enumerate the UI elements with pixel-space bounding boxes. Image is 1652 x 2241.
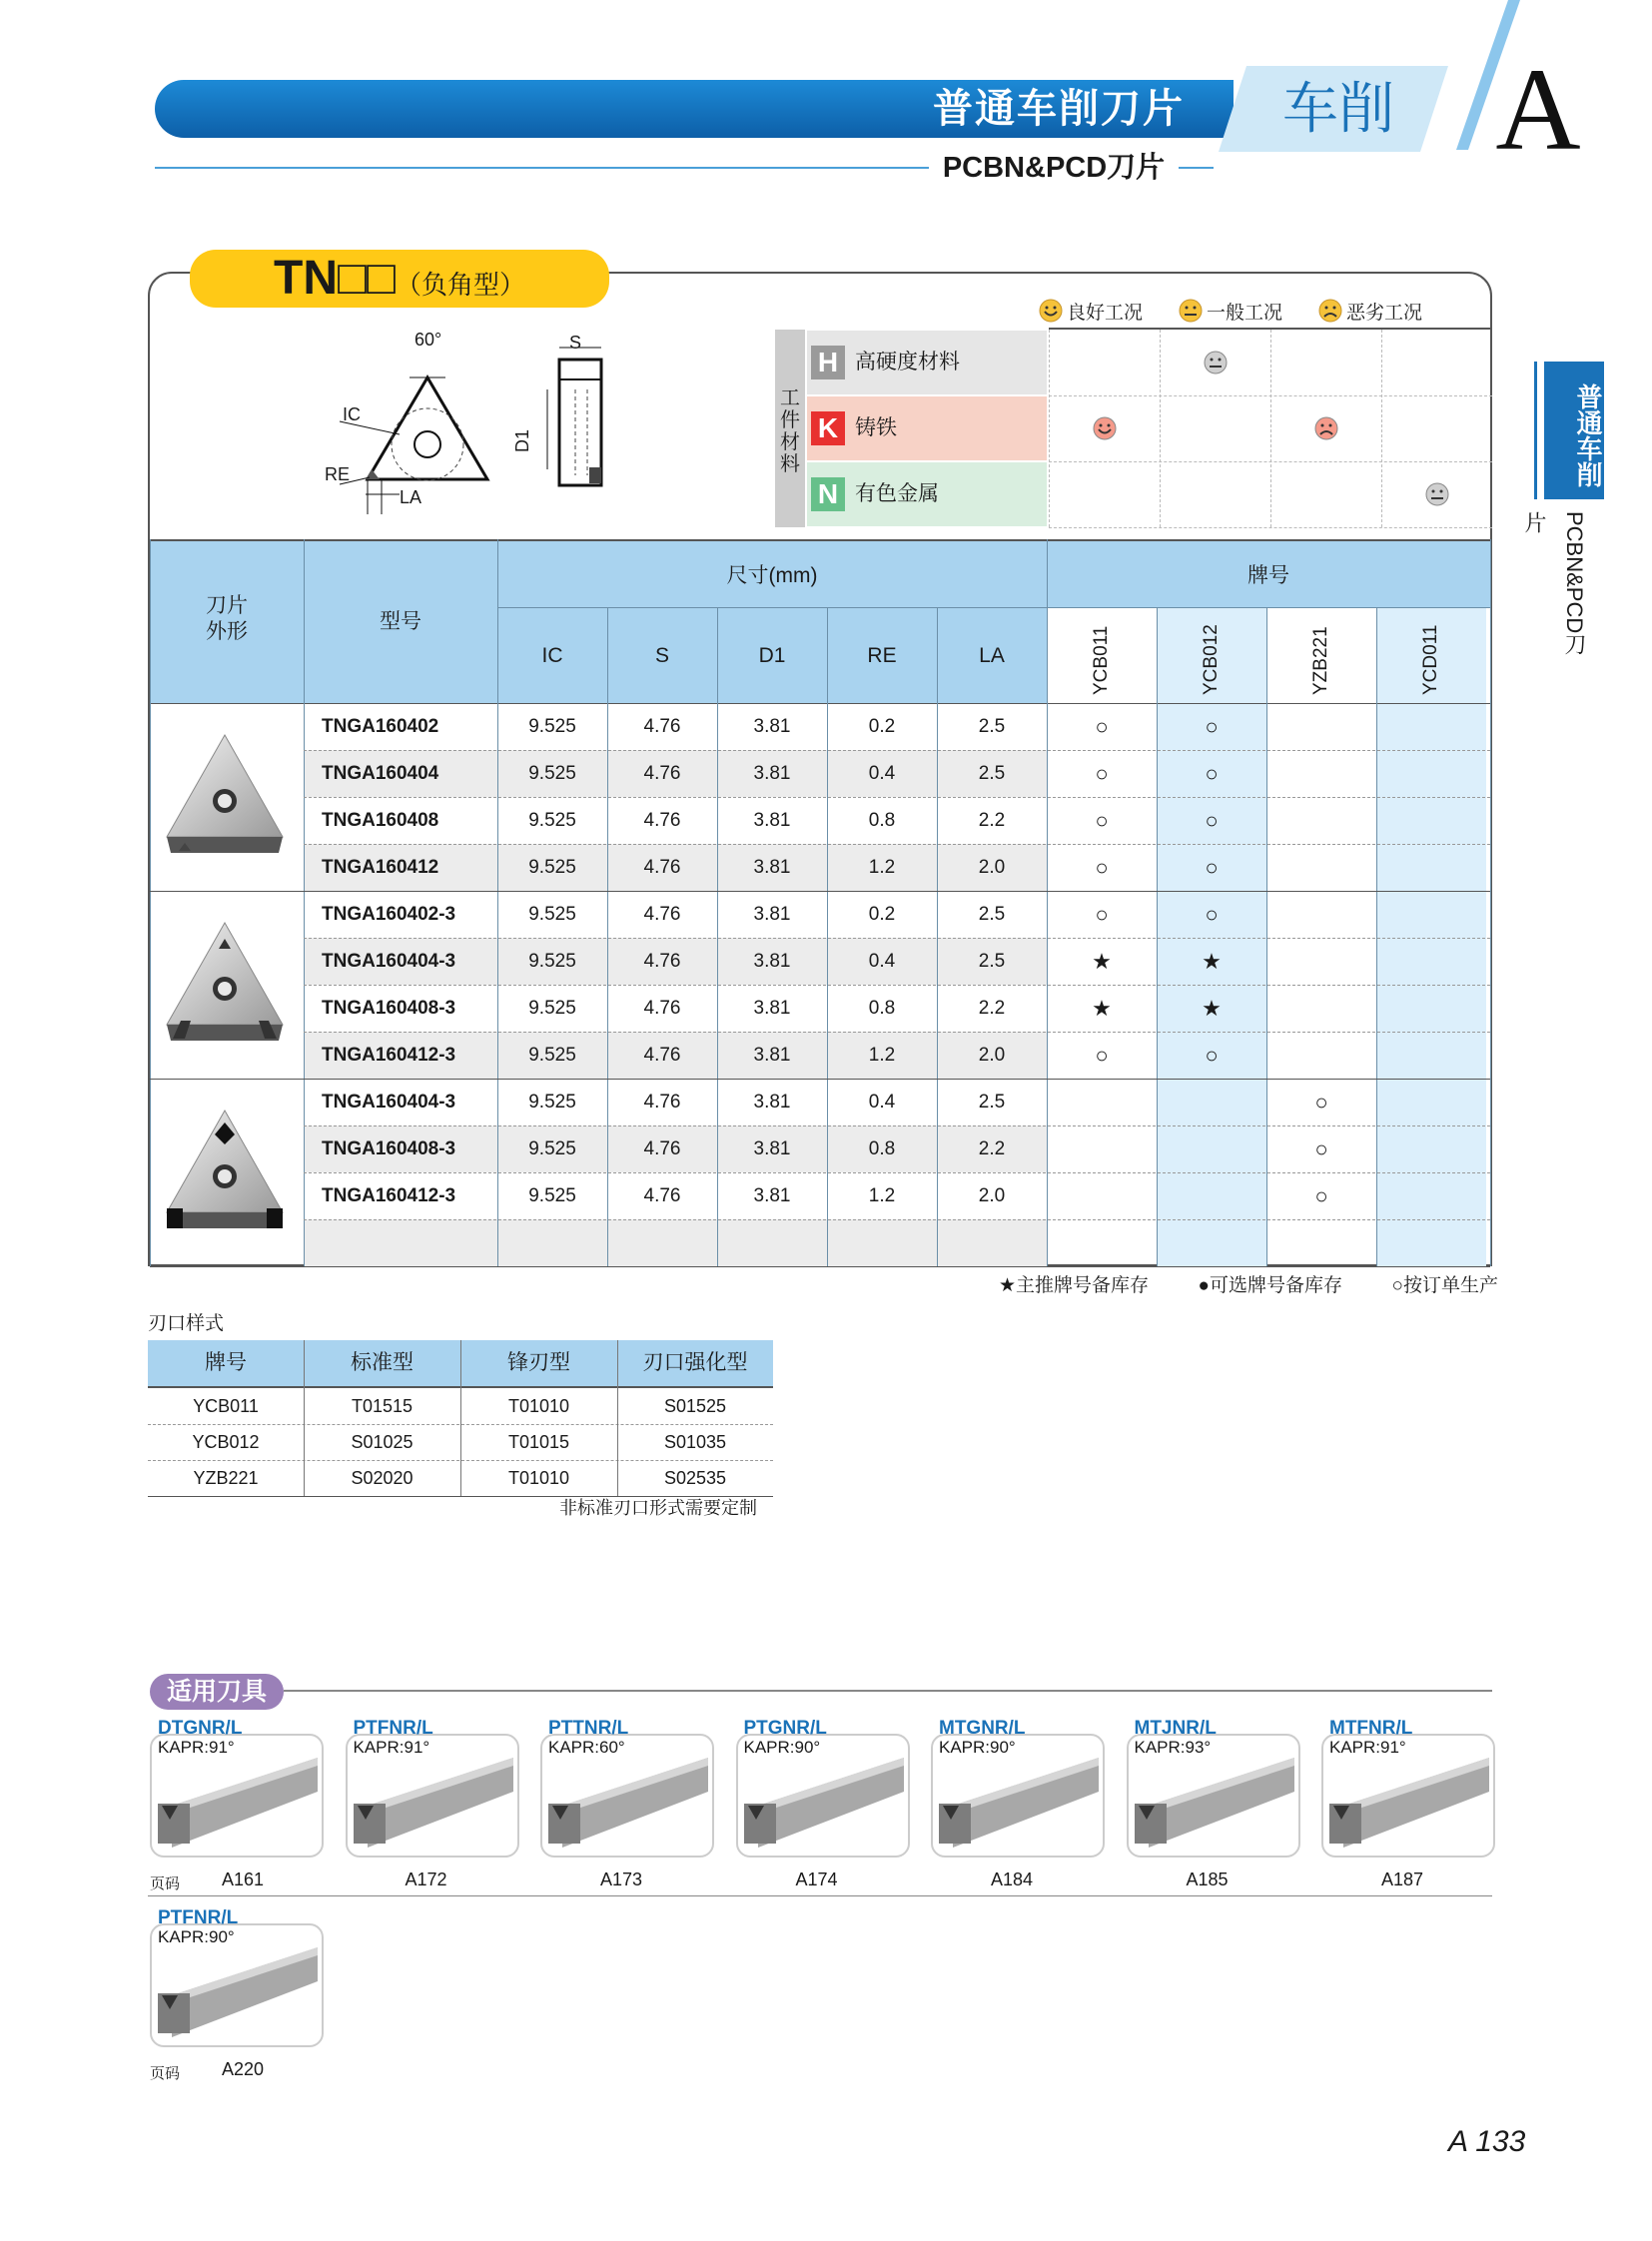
header-dim-la: LA bbox=[979, 644, 1005, 667]
material-label: 工件材料 bbox=[775, 330, 805, 527]
insert-side-diagram bbox=[509, 330, 609, 489]
model-cell: TNGA160402-3 bbox=[322, 904, 456, 925]
grade-availability-cell: ○ bbox=[1205, 761, 1219, 786]
header-grade-ycd011: YCD011 bbox=[1420, 624, 1441, 695]
header-grade: 牌号 bbox=[1247, 564, 1289, 587]
good-face-icon bbox=[1039, 299, 1063, 323]
dim-cell-re: 0.2 bbox=[868, 904, 896, 925]
material-row-divider bbox=[1049, 527, 1492, 529]
dim-cell-s: 4.76 bbox=[643, 716, 681, 737]
dim-cell-la: 2.0 bbox=[978, 1045, 1006, 1066]
grade-availability-cell bbox=[1266, 1032, 1376, 1079]
dim-cell-la: 2.5 bbox=[978, 716, 1006, 737]
model-cell: TNGA160408 bbox=[322, 810, 439, 831]
grade-availability-cell: ○ bbox=[1205, 714, 1219, 739]
grade-availability-cell bbox=[1376, 1079, 1486, 1125]
table-col-divider bbox=[304, 539, 305, 1266]
side-tab-subtitle: PCBN&PCD刀片 bbox=[1522, 511, 1587, 656]
grade-availability-cell bbox=[1376, 938, 1486, 985]
grade-availability-cell bbox=[1157, 1079, 1266, 1125]
edge-cell: T01515 bbox=[351, 1396, 413, 1416]
edge-cell: S01525 bbox=[663, 1396, 727, 1416]
dim-cell-ic: 9.525 bbox=[528, 763, 576, 784]
grade-availability-cell bbox=[1266, 938, 1376, 985]
edge-cell: T01015 bbox=[507, 1432, 570, 1452]
table-col-divider bbox=[1490, 539, 1491, 1266]
grade-availability-cell bbox=[1376, 844, 1486, 891]
header-dim-d1: D1 bbox=[758, 644, 786, 667]
diagram-re-label: RE bbox=[325, 464, 351, 484]
dim-cell-re: 0.8 bbox=[868, 810, 896, 831]
grade-availability-cell bbox=[1047, 1079, 1157, 1125]
header-dim-s: S bbox=[654, 644, 669, 667]
grade-availability-cell: ○ bbox=[1095, 1043, 1109, 1068]
dim-cell-la: 2.5 bbox=[978, 763, 1006, 784]
header-divider bbox=[497, 607, 1490, 608]
edge-table-label: 刃口样式 bbox=[148, 1313, 225, 1334]
header-dim-re: RE bbox=[867, 644, 897, 667]
dim-cell-re: 0.4 bbox=[868, 763, 896, 784]
tools-section-tag: 适用刀具 bbox=[150, 1674, 284, 1710]
tool-code[interactable]: MTFNR/L bbox=[1329, 1718, 1413, 1739]
dim-cell-d1: 3.81 bbox=[753, 1185, 791, 1206]
tool-kapr: KAPR:90° bbox=[743, 1738, 821, 1757]
side-tab[interactable]: 普通车削 bbox=[1544, 362, 1604, 499]
header-dim-ic: IC bbox=[541, 644, 563, 667]
grade-availability-cell bbox=[1376, 1172, 1486, 1219]
header-grade-ycb012: YCB012 bbox=[1201, 624, 1222, 695]
grade-availability-cell: ★ bbox=[1092, 996, 1112, 1021]
dim-cell-re: 0.2 bbox=[868, 716, 896, 737]
edge-col-divider bbox=[617, 1340, 618, 1496]
model-cell: TNGA160404-3 bbox=[322, 951, 456, 972]
dim-cell-d1: 3.81 bbox=[753, 1045, 791, 1066]
dim-cell-d1: 3.81 bbox=[753, 951, 791, 972]
edge-table-note: 非标准刃口形式需要定制 bbox=[559, 1498, 757, 1518]
dim-cell-la: 2.5 bbox=[978, 951, 1006, 972]
grade-availability-cell bbox=[1376, 703, 1486, 750]
normal-face-icon bbox=[1179, 299, 1203, 323]
material-row-k bbox=[807, 396, 1047, 460]
edge-header-cell: 刃口强化型 bbox=[642, 1351, 748, 1374]
dim-cell-d1: 3.81 bbox=[753, 1092, 791, 1113]
bad-face-icon bbox=[1314, 416, 1338, 440]
page-label: 页码 bbox=[150, 1875, 181, 1892]
tool-code[interactable]: MTJNR/L bbox=[1134, 1718, 1217, 1739]
header-model: 型号 bbox=[380, 610, 421, 633]
dim-cell-s: 4.76 bbox=[643, 1092, 681, 1113]
tool-page-ref[interactable]: A173 bbox=[600, 1869, 643, 1889]
material-col-divider bbox=[1049, 330, 1051, 527]
dim-cell-la: 2.2 bbox=[978, 1138, 1006, 1159]
header-dimensions: 尺寸(mm) bbox=[726, 564, 818, 587]
model-cell: TNGA160412-3 bbox=[322, 1185, 456, 1206]
dim-cell-re: 1.2 bbox=[868, 1185, 896, 1206]
grade-availability-cell bbox=[1266, 750, 1376, 797]
grade-availability-cell: ○ bbox=[1205, 902, 1219, 927]
dim-cell-la: 2.0 bbox=[978, 1185, 1006, 1206]
material-name: 高硬度材料 bbox=[855, 351, 960, 374]
tool-page-ref[interactable]: A161 bbox=[222, 1869, 265, 1889]
note-dot: ●可选牌号备库存 bbox=[1198, 1275, 1343, 1296]
insert-shape-image bbox=[165, 1105, 289, 1240]
grade-availability-cell bbox=[1376, 750, 1486, 797]
edge-row-divider bbox=[148, 1496, 773, 1497]
dim-cell-s: 4.76 bbox=[643, 810, 681, 831]
dim-cell-d1: 3.81 bbox=[753, 904, 791, 925]
page-label: 页码 bbox=[150, 2065, 181, 2082]
edge-cell: T01010 bbox=[507, 1468, 570, 1488]
grade-availability-cell bbox=[1266, 797, 1376, 844]
dim-cell-d1: 3.81 bbox=[753, 1138, 791, 1159]
tool-kapr: KAPR:60° bbox=[548, 1738, 625, 1757]
grade-availability-cell bbox=[1266, 703, 1376, 750]
material-code-badge: N bbox=[811, 477, 845, 511]
dim-cell-d1: 3.81 bbox=[753, 763, 791, 784]
side-tab-edge bbox=[1534, 362, 1537, 499]
dim-cell-ic: 9.525 bbox=[528, 904, 576, 925]
tool-page-ref[interactable]: A187 bbox=[1381, 1869, 1424, 1889]
model-cell: TNGA160412 bbox=[322, 857, 439, 878]
dim-cell-ic: 9.525 bbox=[528, 716, 576, 737]
grade-availability-cell bbox=[1047, 1172, 1157, 1219]
grade-availability-cell bbox=[1047, 1125, 1157, 1172]
model-cell: TNGA160404 bbox=[322, 763, 439, 784]
model-cell: TNGA160408-3 bbox=[322, 998, 456, 1019]
table-row-shade bbox=[304, 1219, 1047, 1266]
tool-code[interactable]: PTGNR/L bbox=[743, 1718, 827, 1739]
dim-cell-la: 2.5 bbox=[978, 1092, 1006, 1113]
edge-cell: S01035 bbox=[663, 1432, 727, 1452]
insert-shape-image bbox=[165, 729, 289, 865]
grade-availability-cell: ○ bbox=[1095, 808, 1109, 833]
grade-availability-cell: ○ bbox=[1095, 902, 1109, 927]
material-name: 铸铁 bbox=[855, 416, 897, 439]
page-subtitle: PCBN&PCD刀片 bbox=[929, 150, 1179, 186]
grade-availability-cell: ★ bbox=[1202, 949, 1222, 974]
edge-cell: YZB221 bbox=[193, 1468, 259, 1488]
edge-cell: YCB011 bbox=[193, 1396, 259, 1416]
diagram-d1-label: D1 bbox=[512, 429, 532, 453]
dim-cell-d1: 3.81 bbox=[753, 716, 791, 737]
tool-kapr: KAPR:90° bbox=[939, 1738, 1016, 1757]
legend-good: 良好工况 bbox=[1039, 298, 1143, 325]
model-cell: TNGA160404-3 bbox=[322, 1092, 456, 1113]
edge-cell: YCB012 bbox=[192, 1432, 260, 1452]
dim-cell-s: 4.76 bbox=[643, 1045, 681, 1066]
page-title: 普通车削刀片 bbox=[933, 87, 1185, 131]
grade-availability-cell bbox=[1266, 844, 1376, 891]
dim-cell-la: 2.0 bbox=[978, 857, 1006, 878]
header-grade-ycb011: YCB011 bbox=[1091, 625, 1112, 695]
tool-page-ref[interactable]: A184 bbox=[991, 1869, 1034, 1889]
legend-bad: 恶劣工况 bbox=[1318, 298, 1422, 325]
dim-cell-ic: 9.525 bbox=[528, 857, 576, 878]
material-col-divider bbox=[1381, 330, 1383, 527]
dim-cell-re: 0.8 bbox=[868, 998, 896, 1019]
note-circle: ○按订单生产 bbox=[1391, 1275, 1498, 1296]
dim-cell-la: 2.5 bbox=[978, 904, 1006, 925]
grade-availability-cell: ○ bbox=[1095, 761, 1109, 786]
grade-availability-cell: ○ bbox=[1095, 855, 1109, 880]
category-label: 车削 bbox=[1282, 77, 1394, 140]
edge-col-divider bbox=[460, 1340, 461, 1496]
dim-cell-s: 4.76 bbox=[643, 857, 681, 878]
diagram-angle-label: 60° bbox=[414, 330, 442, 350]
grade-availability-cell bbox=[1376, 1032, 1486, 1079]
model-cell: TNGA160402 bbox=[322, 716, 439, 737]
edge-cell: S01025 bbox=[351, 1432, 413, 1452]
tool-kapr: KAPR:91° bbox=[353, 1738, 430, 1757]
stock-notes bbox=[999, 1270, 1498, 1298]
grade-availability-cell: ○ bbox=[1314, 1090, 1328, 1115]
tool-kapr: KAPR:90° bbox=[158, 1927, 235, 1946]
dim-cell-ic: 9.525 bbox=[528, 951, 576, 972]
tools-rule bbox=[284, 1690, 1492, 1692]
grade-availability-cell bbox=[1266, 891, 1376, 938]
dim-cell-s: 4.76 bbox=[643, 1185, 681, 1206]
legend-normal: 一般工况 bbox=[1179, 298, 1282, 325]
insert-shape-image bbox=[165, 917, 289, 1053]
dim-cell-ic: 9.525 bbox=[528, 810, 576, 831]
grade-availability-cell: ○ bbox=[1205, 808, 1219, 833]
grade-availability-cell: ○ bbox=[1205, 855, 1219, 880]
grade-availability-cell: ○ bbox=[1314, 1136, 1328, 1161]
material-col-divider bbox=[1160, 330, 1162, 527]
table-row-divider bbox=[150, 1266, 1490, 1267]
section-letter: A bbox=[1495, 44, 1581, 175]
tool-kapr: KAPR:91° bbox=[1329, 1738, 1406, 1757]
tool-code[interactable]: MTGNR/L bbox=[939, 1718, 1026, 1739]
edge-col-divider bbox=[304, 1340, 305, 1496]
table-row-divider bbox=[304, 1219, 1490, 1221]
grade-availability-cell: ○ bbox=[1205, 1043, 1219, 1068]
model-cell: TNGA160412-3 bbox=[322, 1045, 456, 1066]
material-code-badge: H bbox=[811, 346, 845, 379]
model-cell: TNGA160408-3 bbox=[322, 1138, 456, 1159]
section-subtitle: （负角型） bbox=[395, 270, 525, 300]
edge-cell: T01010 bbox=[507, 1396, 570, 1416]
dim-cell-ic: 9.525 bbox=[528, 1045, 576, 1066]
grade-availability-cell bbox=[1376, 985, 1486, 1032]
material-col-divider bbox=[1270, 330, 1272, 527]
dim-cell-s: 4.76 bbox=[643, 763, 681, 784]
dim-cell-la: 2.2 bbox=[978, 810, 1006, 831]
edge-cell: S02535 bbox=[663, 1468, 727, 1488]
grade-availability-cell bbox=[1157, 1172, 1266, 1219]
grade-availability-cell bbox=[1266, 985, 1376, 1032]
grade-availability-cell bbox=[1157, 1125, 1266, 1172]
header-shape: 刀片外形 bbox=[206, 594, 248, 643]
dim-cell-d1: 3.81 bbox=[753, 810, 791, 831]
dim-cell-d1: 3.81 bbox=[753, 857, 791, 878]
tool-page-ref[interactable]: A172 bbox=[405, 1869, 447, 1889]
tool-code[interactable]: PTFNR/L bbox=[353, 1718, 433, 1739]
page-number: A 133 bbox=[1448, 2125, 1526, 2158]
grade-availability-cell bbox=[1376, 797, 1486, 844]
edge-header-cell: 牌号 bbox=[205, 1351, 247, 1374]
dim-cell-s: 4.76 bbox=[643, 998, 681, 1019]
dim-cell-s: 4.76 bbox=[643, 904, 681, 925]
diagram-s-label: S bbox=[569, 333, 582, 353]
material-name: 有色金属 bbox=[855, 482, 939, 505]
note-star: ★主推牌号备库存 bbox=[999, 1275, 1150, 1296]
tools-separator bbox=[148, 1895, 1492, 1896]
edge-header-cell: 锋刃型 bbox=[507, 1351, 570, 1374]
table-col-divider bbox=[150, 539, 151, 1266]
dim-cell-ic: 9.525 bbox=[528, 1185, 576, 1206]
dim-cell-ic: 9.525 bbox=[528, 998, 576, 1019]
dim-cell-ic: 9.525 bbox=[528, 1138, 576, 1159]
grade-availability-cell: ○ bbox=[1314, 1183, 1328, 1208]
material-code-badge: K bbox=[811, 411, 845, 445]
grade-availability-cell: ★ bbox=[1202, 996, 1222, 1021]
diagram-ic-label: IC bbox=[343, 404, 361, 424]
dim-cell-re: 0.8 bbox=[868, 1138, 896, 1159]
diagram-la-label: LA bbox=[400, 487, 422, 507]
normal-face-icon bbox=[1204, 351, 1228, 374]
dim-cell-re: 1.2 bbox=[868, 857, 896, 878]
grade-availability-cell bbox=[1376, 1125, 1486, 1172]
tool-kapr: KAPR:93° bbox=[1134, 1738, 1212, 1757]
dim-cell-re: 0.4 bbox=[868, 1092, 896, 1113]
dim-cell-re: 0.4 bbox=[868, 951, 896, 972]
grade-availability-cell: ○ bbox=[1095, 714, 1109, 739]
header-grade-yzb221: YZB221 bbox=[1310, 626, 1331, 695]
normal-face-icon bbox=[1425, 482, 1449, 506]
bad-face-icon bbox=[1318, 299, 1342, 323]
dim-cell-s: 4.76 bbox=[643, 951, 681, 972]
edge-cell: S02020 bbox=[351, 1468, 413, 1488]
table-top bbox=[150, 539, 1490, 541]
good-face-icon bbox=[1093, 416, 1117, 440]
material-row-h bbox=[807, 331, 1047, 394]
material-row-n bbox=[807, 462, 1047, 526]
dim-cell-la: 2.2 bbox=[978, 998, 1006, 1019]
dim-cell-ic: 9.525 bbox=[528, 1092, 576, 1113]
edge-header-cell: 标准型 bbox=[351, 1351, 413, 1374]
tool-page-ref[interactable]: A174 bbox=[795, 1869, 838, 1889]
tool-code[interactable]: PTFNR/L bbox=[158, 1907, 239, 1928]
dim-cell-re: 1.2 bbox=[868, 1045, 896, 1066]
dim-cell-s: 4.76 bbox=[643, 1138, 681, 1159]
dim-cell-d1: 3.81 bbox=[753, 998, 791, 1019]
condition-legend bbox=[1039, 296, 1498, 326]
tool-kapr: KAPR:91° bbox=[158, 1738, 235, 1757]
section-title: TN□□（负角型） bbox=[274, 252, 525, 305]
grade-availability-cell bbox=[1376, 891, 1486, 938]
tool-code[interactable]: DTGNR/L bbox=[158, 1718, 243, 1739]
tool-code[interactable]: PTTNR/L bbox=[548, 1718, 629, 1739]
grade-availability-cell: ★ bbox=[1092, 949, 1112, 974]
tool-page-ref[interactable]: A220 bbox=[222, 2059, 265, 2079]
tool-page-ref[interactable]: A185 bbox=[1186, 1869, 1229, 1889]
